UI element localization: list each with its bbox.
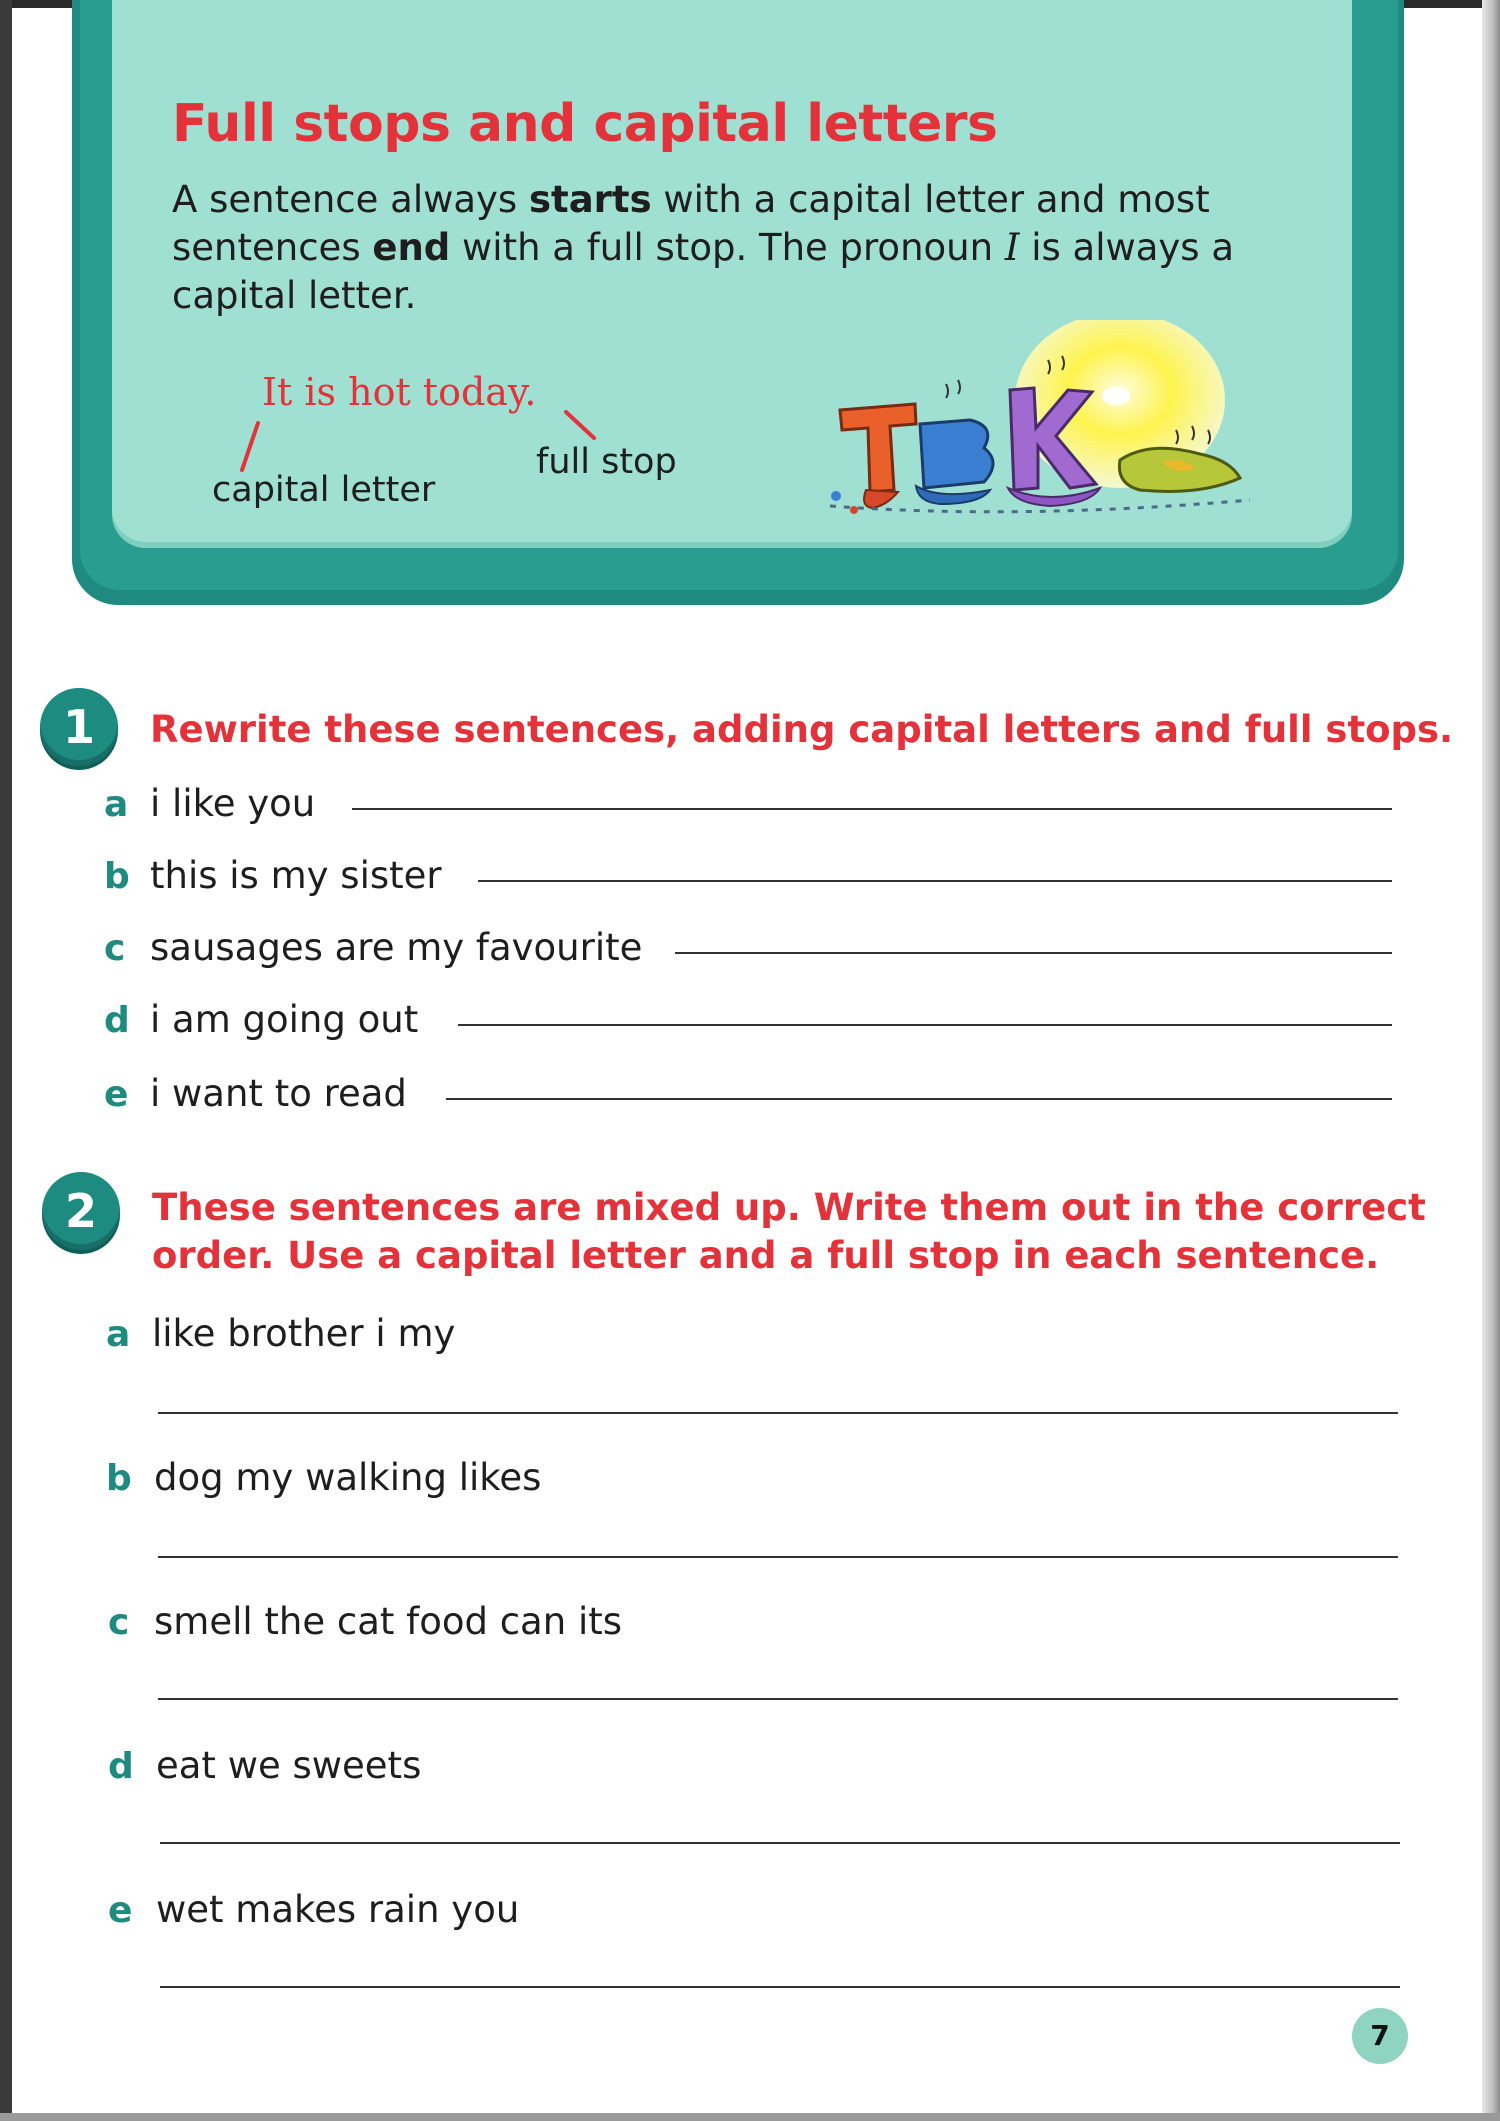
item-letter: d	[108, 1746, 134, 1787]
answer-line[interactable]	[158, 1412, 1398, 1414]
page-edge-bottom	[0, 2113, 1500, 2121]
intro-pronoun-i: I	[1004, 226, 1020, 269]
item-text: i want to read	[150, 1072, 407, 1115]
example-sentence: It is hot today.	[262, 370, 537, 414]
item-letter: e	[104, 1074, 129, 1115]
item-letter: b	[104, 856, 130, 897]
item-letter: e	[108, 1890, 133, 1931]
exercise-2-instruction-line2: order. Use a capital letter and a full stop in each sentence.	[152, 1234, 1380, 1277]
intro-bold-starts: starts	[528, 178, 652, 221]
label-full-stop: full stop	[536, 442, 677, 482]
item-letter: b	[106, 1458, 132, 1499]
item-letter: a	[106, 1314, 131, 1355]
answer-line[interactable]	[458, 1024, 1392, 1026]
answer-line[interactable]	[352, 808, 1392, 810]
exercise-1-instruction: Rewrite these sentences, adding capital letters and full stops.	[150, 708, 1454, 751]
page-edge-left	[0, 0, 12, 2121]
answer-line[interactable]	[478, 880, 1392, 882]
answer-line[interactable]	[160, 1842, 1400, 1844]
page-edge-right	[1482, 0, 1500, 2121]
page-number: 7	[1352, 2008, 1408, 2064]
page-title: Full stops and capital letters	[172, 94, 998, 154]
intro-text-part: with a capital letter and most sentences	[172, 178, 1210, 269]
answer-line[interactable]	[675, 952, 1392, 954]
intro-text-part: is always a capital letter.	[172, 226, 1235, 317]
label-capital-letter: capital letter	[212, 470, 436, 510]
intro-text-part: with a full stop. The pronoun	[450, 226, 1005, 269]
item-text: wet makes rain you	[156, 1888, 520, 1931]
item-text: this is my sister	[150, 854, 442, 897]
item-letter: d	[104, 1000, 130, 1041]
answer-line[interactable]	[160, 1986, 1400, 1988]
melting-letters-icon	[820, 320, 1270, 520]
item-letter: c	[108, 1602, 130, 1643]
item-text: i am going out	[150, 998, 419, 1041]
intro-bold-end: end	[372, 226, 451, 269]
item-letter: a	[104, 784, 129, 825]
answer-line[interactable]	[158, 1556, 1398, 1558]
exercise-2-badge: 2	[42, 1172, 120, 1250]
item-text: i like you	[150, 782, 316, 825]
exercise-1-badge: 1	[40, 688, 118, 766]
item-text: sausages are my favourite	[150, 926, 643, 969]
item-letter: c	[104, 928, 126, 969]
item-text: dog my walking likes	[154, 1456, 542, 1499]
item-text: like brother i my	[152, 1312, 456, 1355]
exercise-2-instruction-line1: These sentences are mixed up. Write them out in the correct	[152, 1186, 1426, 1229]
answer-line[interactable]	[446, 1098, 1392, 1100]
intro-explanation	[172, 176, 1252, 320]
answer-line[interactable]	[158, 1698, 1398, 1700]
intro-text-part: A sentence always	[172, 178, 529, 221]
item-text: eat we sweets	[156, 1744, 422, 1787]
item-text: smell the cat food can its	[154, 1600, 623, 1643]
